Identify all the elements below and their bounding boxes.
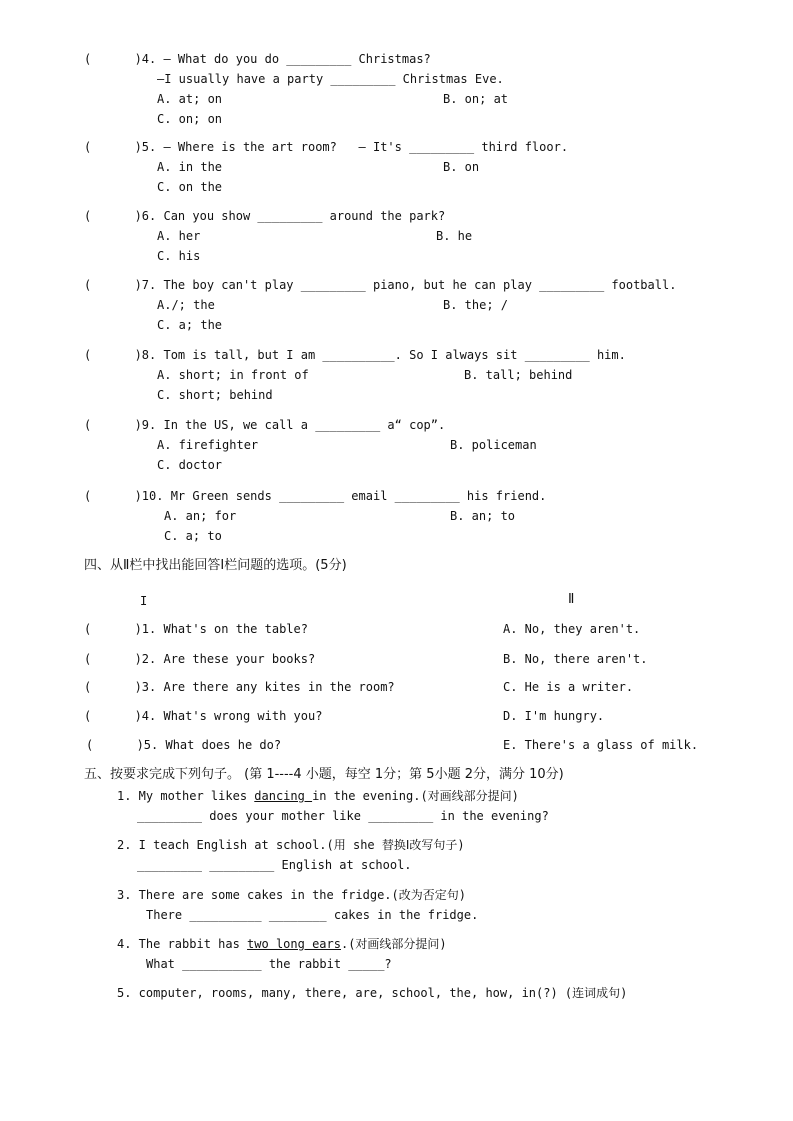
underlined-phrase: two long ears [247, 937, 341, 951]
question-6-stem: ( )6. Can you show _________ around the park? [84, 209, 446, 223]
option-c: C. his [157, 249, 201, 263]
option-a: A. her [157, 229, 201, 243]
option-b: B. policeman [450, 438, 537, 452]
option-b: B. on; at [443, 92, 509, 106]
match-answer: A. No, they aren't. [503, 622, 641, 636]
option-b: B. on [443, 160, 480, 174]
option-a: A. firefighter [157, 438, 259, 452]
match-question: ( )4. What's wrong with you? [84, 709, 323, 723]
option-c: C. a; to [164, 529, 222, 543]
column-2-header: Ⅱ [568, 592, 575, 607]
question-4-stem: ( )4. — What do you do _________ Christmas? [84, 52, 431, 66]
option-a: A./; the [157, 298, 215, 312]
match-answer: E. There's a glass of milk. [503, 738, 699, 752]
option-b: B. the; / [443, 298, 509, 312]
answer-line: There __________ ________ cakes in the fridge. [146, 908, 479, 922]
rewrite-item-1 [117, 789, 519, 803]
option-a: A. in the [157, 160, 223, 174]
column-1-header: I [140, 594, 148, 608]
rewrite-item-5: 5. computer, rooms, many, there, are, school, the, how, in(?) (连词成句) [117, 986, 628, 1000]
answer-line: _________ _________ English at school. [137, 858, 412, 872]
section-5-title: 五、按要求完成下列句子。 (第 1----4 小题，每空 1分；第 5小题 2分，满分 10分) [84, 767, 564, 782]
question-10-stem: ( )10. Mr Green sends _________ email _________ his friend. [84, 489, 547, 503]
answer-line: _________ does your mother like _________ in the evening? [137, 809, 549, 823]
match-question: ( )5. What does he do? [86, 738, 282, 752]
option-c: C. a; the [157, 318, 223, 332]
option-b: B. an; to [450, 509, 516, 523]
rewrite-item-2: 2. I teach English at school.(用 she 替换Ⅰ改写句子) [117, 838, 465, 852]
question-7-stem: ( )7. The boy can't play _________ piano, but he can play _________ football. [84, 278, 677, 292]
question-8-stem: ( )8. Tom is tall, but I am __________. So I always sit _________ him. [84, 348, 626, 362]
question-5-stem: ( )5. — Where is the art room? — It's _________ third floor. [84, 140, 569, 154]
option-b: B. tall; behind [464, 368, 573, 382]
underlined-word: dancing [254, 789, 313, 803]
item-instruction: in the evening.(对画线部分提问) [312, 789, 519, 803]
option-b: B. he [436, 229, 473, 243]
question-9-stem: ( )9. In the US, we call a _________ a“ cop”. [84, 418, 446, 432]
answer-line: What ___________ the rabbit _____? [146, 957, 392, 971]
option-c: C. on the [157, 180, 223, 194]
option-c: C. short; behind [157, 388, 273, 402]
match-answer: B. No, there aren't. [503, 652, 648, 666]
option-a: A. at; on [157, 92, 223, 106]
rewrite-item-4 [117, 937, 447, 951]
match-question: ( )2. Are these your books? [84, 652, 316, 666]
match-answer: D. I'm hungry. [503, 709, 605, 723]
option-a: A. short; in front of [157, 368, 309, 382]
item-instruction: .(对画线部分提问) [340, 937, 447, 951]
option-a: A. an; for [164, 509, 237, 523]
match-question: ( )3. Are there any kites in the room? [84, 680, 395, 694]
option-c: C. doctor [157, 458, 223, 472]
item-text: 4. The rabbit has [117, 937, 248, 951]
question-4-stem-line2: —I usually have a party _________ Christmas Eve. [157, 72, 504, 86]
option-c: C. on; on [157, 112, 223, 126]
match-answer: C. He is a writer. [503, 680, 634, 694]
match-question: ( )1. What's on the table? [84, 622, 308, 636]
rewrite-item-3: 3. There are some cakes in the fridge.(改为否定句) [117, 888, 466, 902]
section-4-title: 四、从Ⅱ栏中找出能回答Ⅰ栏问题的选项。(5分) [84, 558, 347, 573]
item-text: 1. My mother likes [117, 789, 255, 803]
